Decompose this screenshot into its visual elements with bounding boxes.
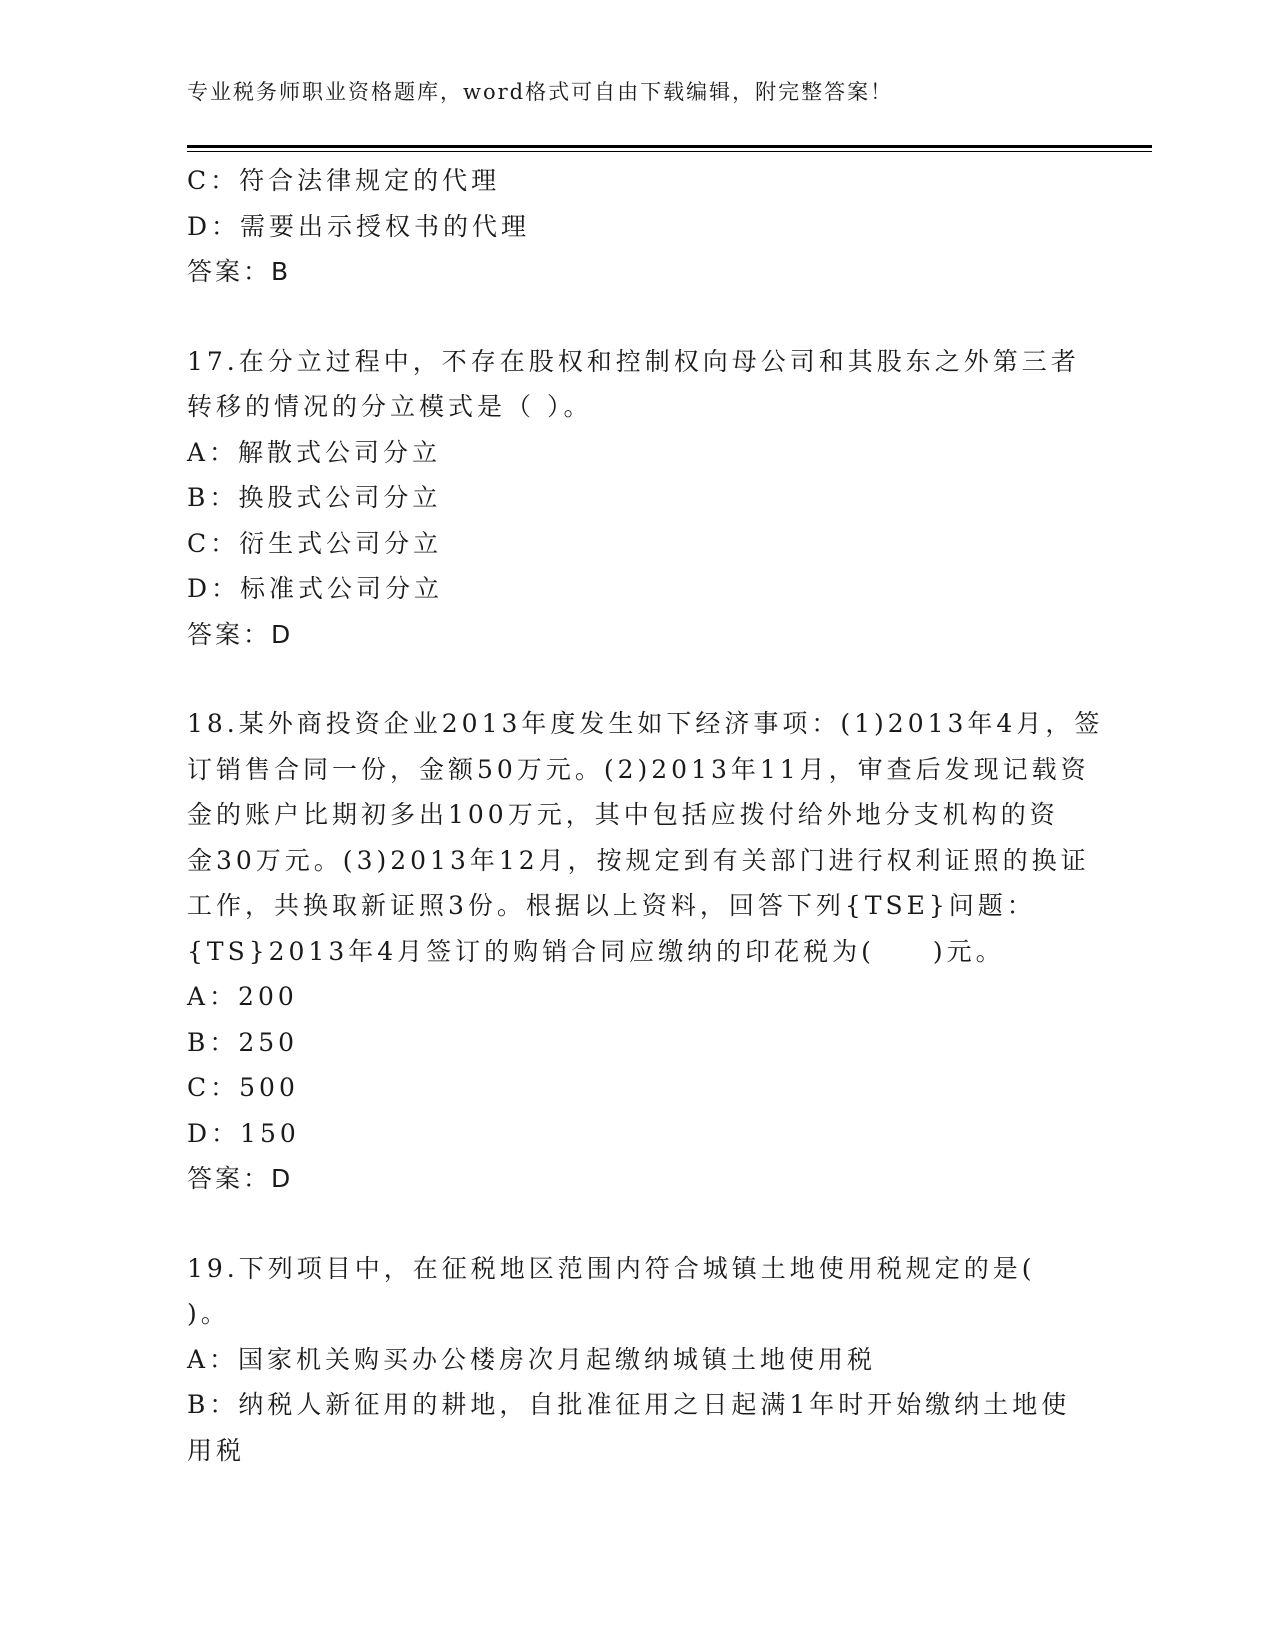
q18-stem-line-3: 金的账户比期初多出100万元，其中包括应拨付给外地分支机构的资 [187,800,1059,829]
q18-option-a: A：200 [187,982,298,1011]
q17-stem-line-1: 17.在分立过程中，不存在股权和控制权向母公司和其股东之外第三者 [187,346,1080,376]
q17-option-a: A：解散式公司分立 [187,437,442,467]
question-content [187,158,1104,1473]
q18-stem-line-2: 订销售合同一份，金额50万元。(2)2013年11月，审查后发现记载资 [187,754,1090,784]
q18-answer: 答案：D [187,1164,294,1193]
q18-stem-line-1: 18.某外商投资企业2013年度发生如下经济事项：(1)2013年4月，签 [187,709,1104,738]
q16-option-d: D：需要出示授权书的代理 [187,211,531,241]
spacer [187,295,1087,339]
header-rule-thick [187,145,1152,148]
q19-option-b-line-2: 用税 [187,1435,246,1465]
header-rule-thin [187,151,1152,152]
q18-option-b: B：250 [187,1027,299,1057]
q17-answer: 答案：D [187,619,294,649]
q19-stem-line-1: 19.下列项目中，在征税地区范围内符合城镇土地使用税规定的是( [187,1253,1036,1283]
q19-stem-line-2: )。 [187,1299,230,1328]
q19-option-a: A：国家机关购买办公楼房次月起缴纳城镇土地使用税 [187,1344,877,1374]
q18-option-c: C：500 [187,1073,299,1102]
q17-option-c: C：衍生式公司分立 [187,528,443,558]
q17-stem-line-2: 转移的情况的分立模式是（ ）。 [187,392,593,421]
q18-stem-line-6: {TS}2013年4月签订的购销合同应缴纳的印花税为( )元。 [187,936,1005,966]
q17-option-d: D：标准式公司分立 [187,574,444,603]
spacer [187,1202,1087,1246]
spacer [187,657,1087,701]
q18-stem-line-5: 工作，共换取新证照3份。根据以上资料，回答下列{TSE}问题： [187,891,1036,920]
q16-option-c: C：符合法律规定的代理 [187,166,501,195]
q16-answer: 答案：B [187,257,292,286]
q18-stem-line-4: 金30万元。(3)2013年12月，按规定到有关部门进行权利证照的换证 [187,845,1090,875]
q17-option-b: B：换股式公司分立 [187,483,442,512]
q19-option-b-line-1: B：纳税人新征用的耕地，自批准征用之日起满1年时开始缴纳土地使 [187,1390,1071,1419]
page-header: 专业税务师职业资格题库，word格式可自由下载编辑，附完整答案！ [187,80,894,104]
q18-option-d: D：150 [187,1118,300,1148]
